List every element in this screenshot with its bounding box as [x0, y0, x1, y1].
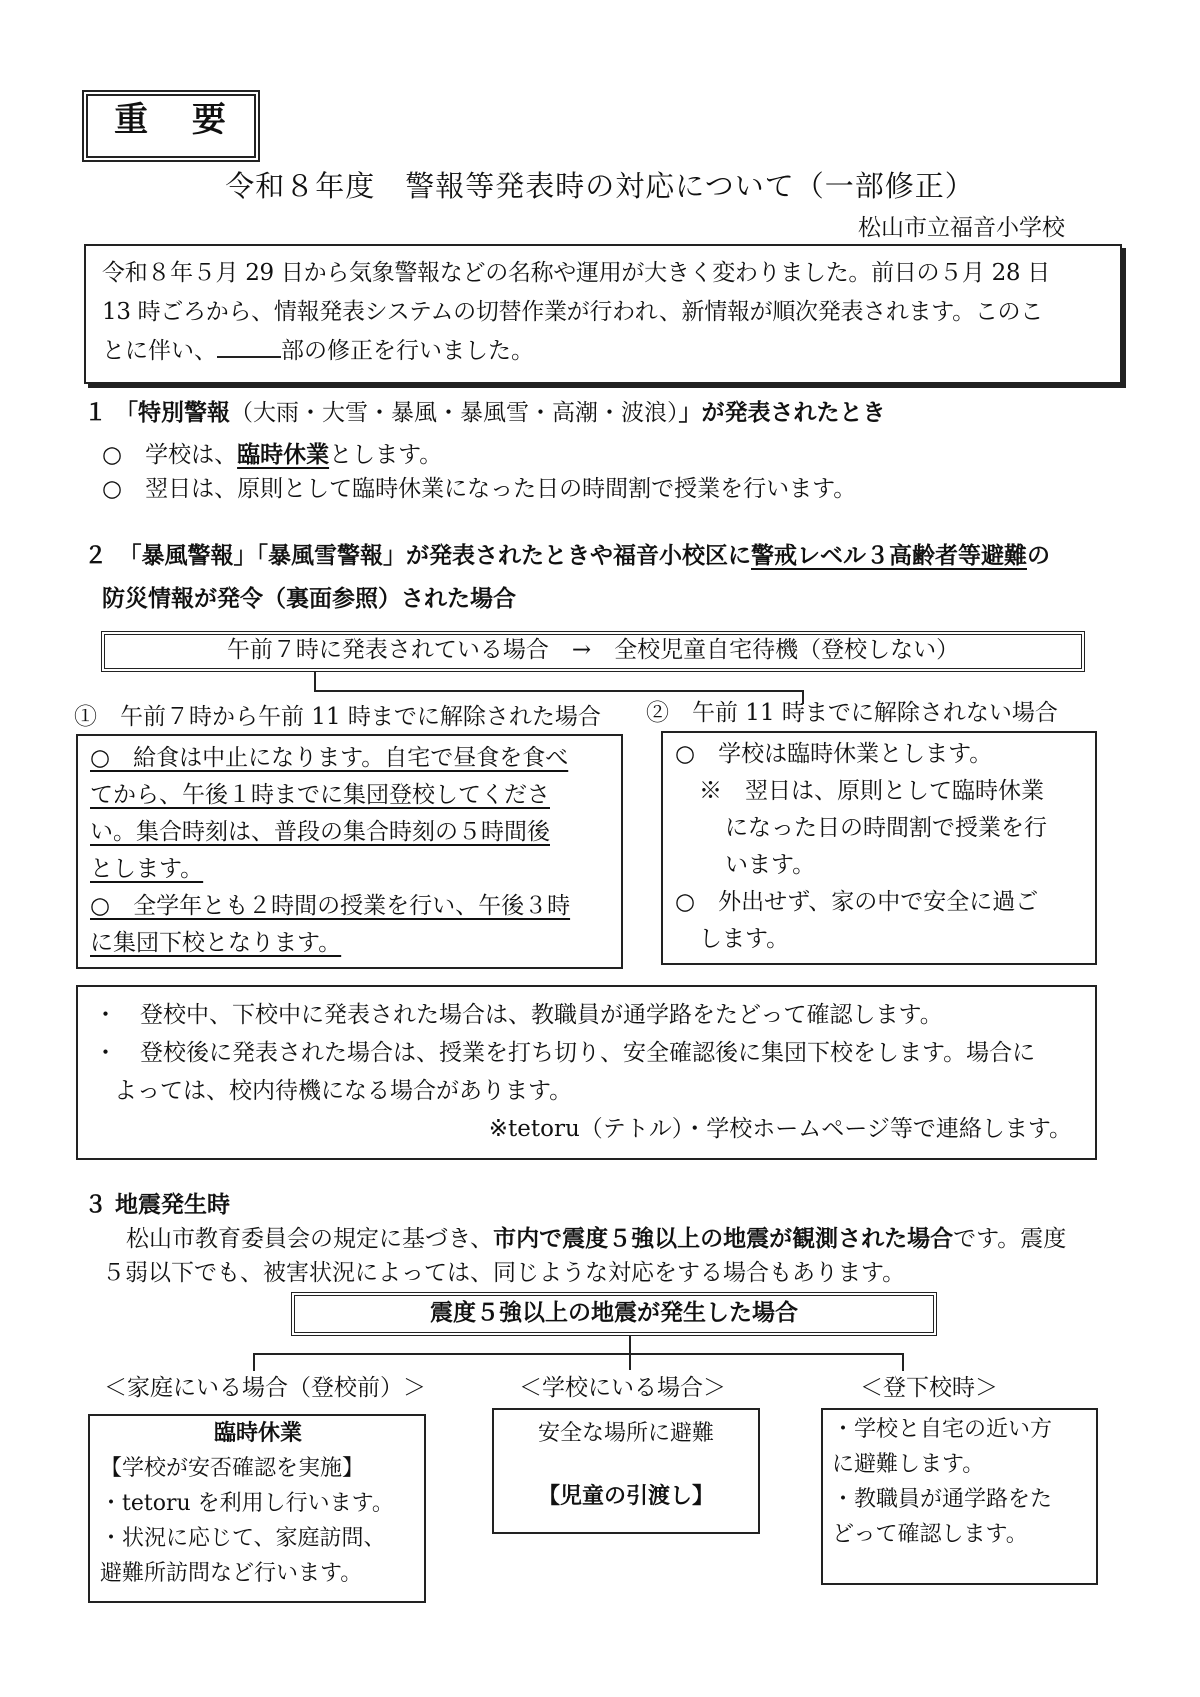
connector-line	[902, 1353, 904, 1371]
child-handover-label: 【児童の引渡し】	[537, 1484, 714, 1509]
seven-am-box-text: 午前７時に発表されている場合 → 全校児童自宅待機（登校しない）	[226, 637, 960, 663]
section-1-heading-a: １ 「特別警報	[84, 400, 231, 426]
case-2-line: になった日の時間割で授業を行	[725, 815, 1047, 841]
school-name: 松山市立福音小学校	[858, 215, 1065, 241]
section-2-heading-pre: ２ 「暴風警報」「暴風雪警報」が発表されたときや福音小校区に	[84, 543, 751, 569]
connector-line	[314, 690, 804, 692]
section-1-heading-b: （大雨・大雪・暴風・暴風雪・高潮・波浪）	[230, 400, 679, 426]
note-line: ・ 登校後に発表された場合は、授業を打ち切り、安全確認後に集団下校をします。場合に	[94, 1040, 1036, 1066]
col-3-label: ＜登下校時＞	[860, 1375, 998, 1401]
case-1-line	[90, 777, 610, 814]
connector-line	[253, 1353, 904, 1355]
col-3-line: どって確認します。	[832, 1522, 1028, 1547]
notice-line-3-pre: とに伴い、	[102, 338, 217, 364]
section-1-heading-c: 」が発表されたとき	[678, 400, 886, 426]
col-1-label: ＜家庭にいる場合（登校前）＞	[104, 1375, 426, 1401]
section-2-heading-line-2	[102, 584, 516, 614]
note-line: ・ 登校中、下校中に発表された場合は、教職員が通学路をたどって確認します。	[94, 1002, 943, 1028]
col-1-line: 【学校が安否確認を実施】	[100, 1456, 365, 1481]
case-1-line	[90, 814, 610, 851]
note-line: よっては、校内待機になる場合があります。	[114, 1078, 573, 1104]
alert-level-3-label: 警戒レベル３高齢者等避難	[751, 543, 1027, 569]
case-1-line-text: ○ 全学年とも２時間の授業を行い、午後３時	[90, 893, 571, 919]
section-2-heading-2a: 防災情報が発令	[102, 586, 263, 612]
col-2-content	[492, 1416, 760, 1514]
connector-line	[253, 1353, 255, 1371]
modified-part-marker	[217, 334, 281, 358]
section-1-heading	[84, 398, 886, 428]
case-2-line: ※ 翌日は、原則として臨時休業	[699, 778, 1044, 804]
case-1-line-text: てから、午後１時までに集団登校してくださ	[90, 782, 550, 808]
section-2-heading-2b: （裏面参照）	[263, 586, 401, 612]
case-2-label: ② 午前 11 時までに解除されない場合	[646, 700, 1058, 726]
important-badge: 重 要	[114, 100, 242, 140]
col-1-content	[100, 1416, 416, 1591]
case-1-content	[90, 740, 610, 962]
case-1-line	[90, 925, 610, 962]
notes-content	[94, 996, 1084, 1148]
col-3-line: ・学校と自宅の近い方	[832, 1417, 1053, 1442]
case-2-line: ○ 外出せず、家の中で安全に過ご	[675, 889, 1039, 915]
section-3-para-line-2: ５弱以下でも、被害状況によっては、同じような対応をする場合もあります。	[102, 1260, 906, 1286]
section-1-item-1-post: とします。	[329, 442, 443, 468]
section-2-heading-2c: された場合	[401, 586, 516, 612]
col-1-line: ・状況に応じて、家庭訪問、	[100, 1526, 386, 1551]
case-1-line-text: とします。	[90, 856, 204, 882]
section-3-para-bold: 市内で震度５強以上の地震が観測された場合	[493, 1226, 954, 1252]
case-2-content	[675, 736, 1085, 958]
section-3-para-b: です。震度	[953, 1226, 1067, 1252]
col-3-line: に避難します。	[832, 1452, 985, 1477]
col-2-line-1: 安全な場所に避難	[537, 1421, 714, 1446]
section-2-heading-post: の	[1027, 543, 1050, 569]
col-1-line: ・tetoru を利用し行います。	[100, 1491, 394, 1516]
note-line: ※tetoru（テトル）・学校ホームページ等で連絡します。	[488, 1116, 1072, 1142]
col-1-line: 避難所訪問など行います。	[100, 1561, 363, 1586]
section-3-para-a: 松山市教育委員会の規定に基づき、	[126, 1226, 494, 1252]
section-1-item-1-pre: ○ 学校は、	[102, 442, 238, 468]
case-2-line: ○ 学校は臨時休業とします。	[675, 741, 993, 767]
section-1-item-1	[102, 438, 442, 472]
section-2-heading-line-1	[84, 541, 1050, 571]
notice-line-2: 13 時ごろから、情報発表システムの切替作業が行われ、新情報が順次発表されます。このこ	[102, 299, 1043, 325]
connector-line	[314, 672, 316, 692]
section-3-para-line-1	[126, 1222, 1066, 1256]
case-2-line: います。	[725, 852, 816, 878]
case-1-label: ① 午前７時から午前 11 時までに解除された場合	[74, 704, 601, 730]
page-title: 令和８年度 警報等発表時の対応について（一部修正）	[225, 169, 975, 203]
quake-box-title: 震度５強以上の地震が発生した場合	[430, 1300, 798, 1326]
col-3-content	[832, 1412, 1094, 1552]
case-2-line: します。	[699, 926, 790, 952]
temporary-closure-label: 臨時休業	[237, 442, 330, 468]
section-3-heading: ３ 地震発生時	[84, 1192, 231, 1218]
col-2-label: ＜学校にいる場合＞	[519, 1375, 726, 1401]
case-1-line-text: ○ 給食は中止になります。自宅で昼食を食べ	[90, 745, 569, 771]
notice-line-3-post: 部の修正を行いました。	[281, 338, 534, 364]
col-1-title: 臨時休業	[213, 1421, 302, 1446]
case-1-line	[90, 740, 610, 777]
case-1-line	[90, 888, 610, 925]
notice-line-1: 令和８年５月 29 日から気象警報などの名称や運用が大きく変わりました。前日の５月 28 日	[102, 260, 1050, 286]
col-3-line: ・教職員が通学路をた	[832, 1487, 1053, 1512]
case-1-line-text: い。集合時刻は、普段の集合時刻の５時間後	[90, 819, 550, 845]
section-1-item-2: ○ 翌日は、原則として臨時休業になった日の時間割で授業を行います。	[102, 476, 857, 502]
case-1-line	[90, 851, 610, 888]
notice-line-3	[102, 332, 534, 371]
case-1-line-text: に集団下校となります。	[90, 930, 342, 956]
